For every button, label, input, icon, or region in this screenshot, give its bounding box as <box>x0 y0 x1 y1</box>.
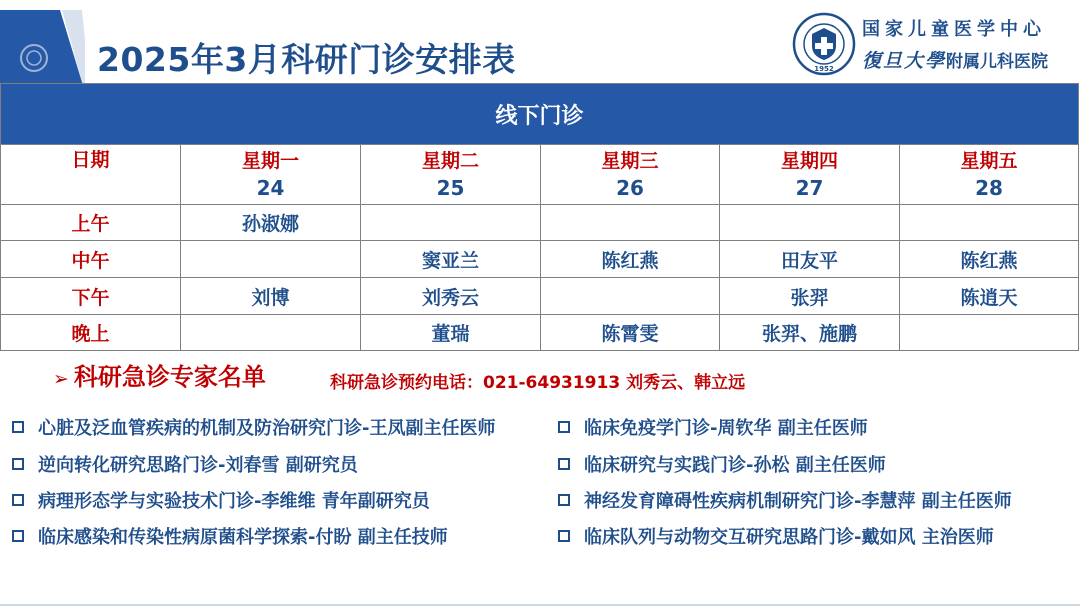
period-label: 中午 <box>1 241 181 278</box>
logo-fudan-calligraphy: 復旦大學 <box>862 50 947 72</box>
date-corner-label: 日期 <box>1 145 181 205</box>
doctor-cell: 田友平 <box>720 241 900 278</box>
doctor-cell <box>900 315 1079 351</box>
experts-heading: ➢ 科研急诊专家名单 <box>53 363 266 391</box>
corner-decoration <box>0 10 85 92</box>
period-label: 上午 <box>1 205 181 241</box>
checkbox-bullet-icon <box>12 421 24 433</box>
period-label: 晚上 <box>1 315 181 351</box>
doctor-cell <box>361 205 541 241</box>
doctor-cell <box>181 315 361 351</box>
checkbox-bullet-icon <box>558 421 570 433</box>
list-item: 临床感染和传染性病原菌科学探索-付盼 副主任技师 <box>12 523 448 549</box>
logo-hospital-name <box>862 46 1048 73</box>
doctor-cell: 窦亚兰 <box>361 241 541 278</box>
doctor-cell: 张羿、施鹏 <box>720 315 900 351</box>
doctor-cell <box>181 241 361 278</box>
period-label: 下午 <box>1 278 181 315</box>
schedule-header-row <box>1 145 1079 205</box>
page-title: 2025年3月科研门诊安排表 <box>97 40 516 79</box>
doctor-cell: 陈红燕 <box>900 241 1079 278</box>
table-row <box>1 205 1079 241</box>
table-row <box>1 315 1079 351</box>
list-item: 病理形态学与实验技术门诊-李维维 青年副研究员 <box>12 487 430 513</box>
checkbox-bullet-icon <box>12 530 24 542</box>
checkbox-bullet-icon <box>558 494 570 506</box>
doctor-cell: 张羿 <box>720 278 900 315</box>
table-row <box>1 278 1079 315</box>
svg-text:1952: 1952 <box>814 65 834 73</box>
doctor-cell: 刘秀云 <box>361 278 541 315</box>
list-item: 临床研究与实践门诊-孙松 副主任医师 <box>558 451 886 477</box>
day-header: 星期四 27 <box>720 145 900 205</box>
day-header: 星期二 25 <box>361 145 541 205</box>
logo-hospital-label: 附属儿科医院 <box>946 52 1049 72</box>
day-header: 星期一 24 <box>181 145 361 205</box>
doctor-cell <box>541 278 720 315</box>
doctor-cell: 陈逍天 <box>900 278 1079 315</box>
checkbox-bullet-icon <box>558 530 570 542</box>
day-header: 星期三 26 <box>541 145 720 205</box>
checkbox-bullet-icon <box>558 458 570 470</box>
list-item: 逆向转化研究思路门诊-刘春雪 副研究员 <box>12 451 358 477</box>
doctor-cell: 刘博 <box>181 278 361 315</box>
doctor-cell: 陈红燕 <box>541 241 720 278</box>
doctor-cell <box>720 205 900 241</box>
logo-center-name: 国家儿童医学中心 <box>862 19 1046 40</box>
checkbox-bullet-icon <box>12 458 24 470</box>
doctor-cell <box>900 205 1079 241</box>
list-item: 临床免疫学门诊-周钦华 副主任医师 <box>558 414 868 440</box>
hospital-logo <box>792 12 1072 76</box>
doctor-cell: 董瑞 <box>361 315 541 351</box>
appointment-phone-line: 科研急诊预约电话：021-64931913 刘秀云、韩立远 <box>330 373 746 393</box>
list-item: 临床队列与动物交互研究思路门诊-戴如风 主治医师 <box>558 523 994 549</box>
arrow-bullet-icon: ➢ <box>53 368 69 390</box>
doctor-cell <box>541 205 720 241</box>
checkbox-bullet-icon <box>12 494 24 506</box>
list-item: 心脏及泛血管疾病的机制及防治研究门诊-王凤副主任医师 <box>12 414 495 440</box>
table-row <box>1 241 1079 278</box>
list-item: 神经发育障碍性疾病机制研究门诊-李慧萍 副主任医师 <box>558 487 1012 513</box>
day-header: 星期五 28 <box>900 145 1079 205</box>
hospital-seal-icon <box>792 12 856 76</box>
doctor-cell: 孙淑娜 <box>181 205 361 241</box>
schedule-table <box>0 83 1079 351</box>
schedule-banner: 线下门诊 <box>1 84 1079 145</box>
doctor-cell: 陈霄雯 <box>541 315 720 351</box>
